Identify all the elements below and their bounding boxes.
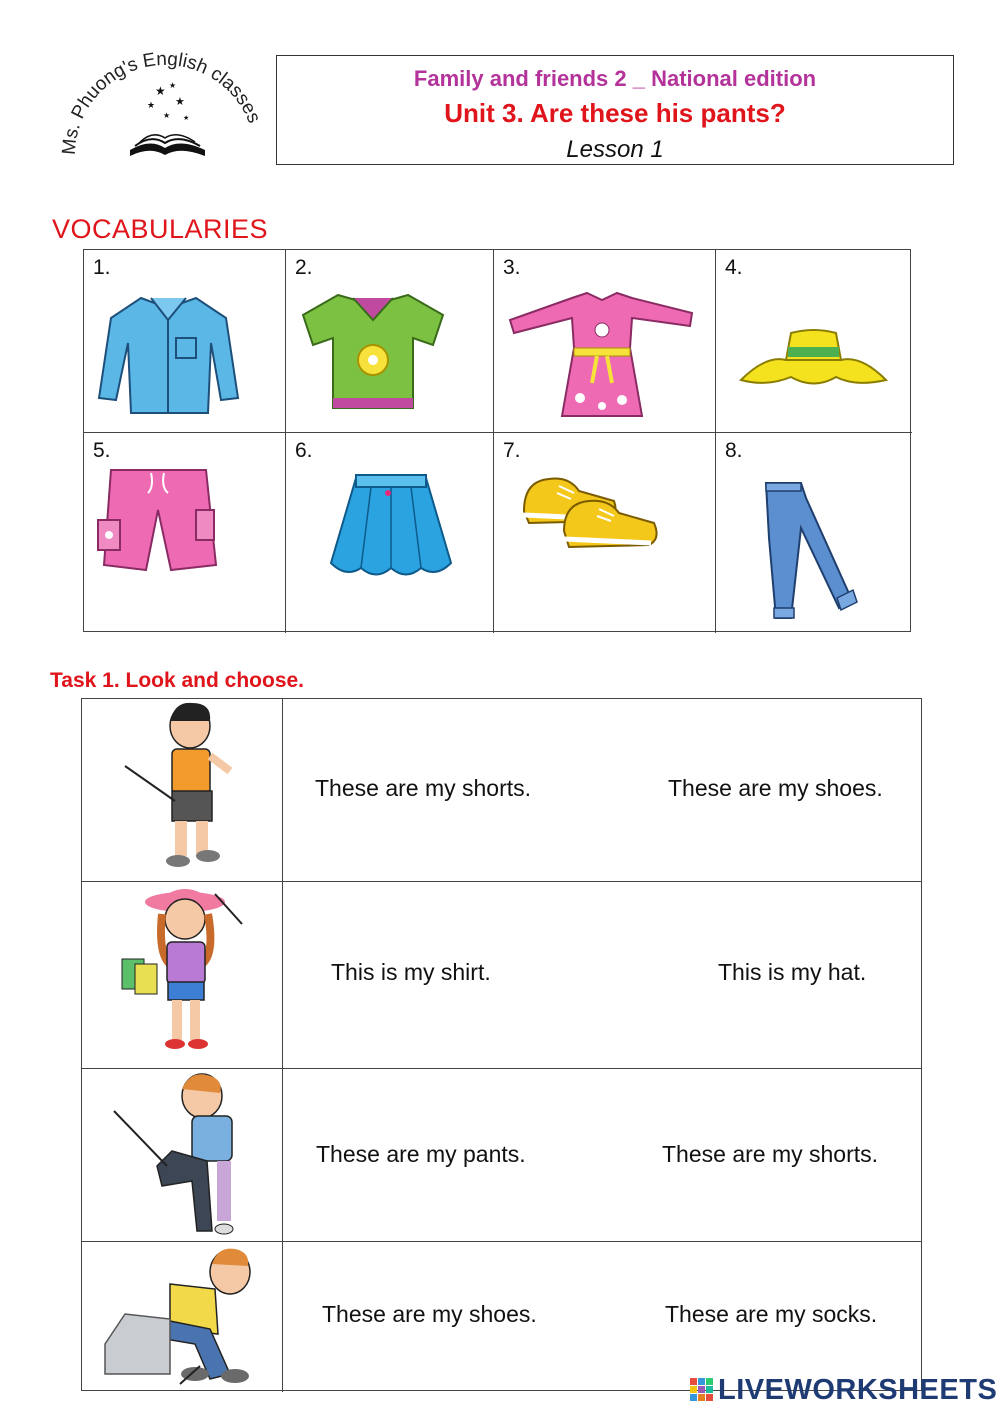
boy-pointing-shorts-icon xyxy=(120,701,250,879)
option-a[interactable]: These are my shoes. xyxy=(322,1301,537,1327)
task-row-picture xyxy=(82,1069,283,1241)
girl-pointing-hat-icon xyxy=(120,884,250,1064)
logo-arc-text: Ms. Phuong's English classes xyxy=(58,50,265,156)
svg-text:Ms. Phuong's English classes xyxy=(59,50,265,156)
svg-text:★: ★ xyxy=(183,115,190,122)
vocab-number: 8. xyxy=(725,439,743,462)
vocab-number: 5. xyxy=(93,439,111,462)
vocab-number: 7. xyxy=(503,439,521,462)
task-row-3 xyxy=(82,1069,921,1242)
pink-dress-icon xyxy=(502,288,702,423)
yellow-hat-icon xyxy=(736,325,891,395)
task-row-1 xyxy=(82,699,921,882)
boy-putting-on-pants-icon xyxy=(112,1071,252,1239)
boy-tying-shoes-icon xyxy=(100,1244,260,1390)
svg-text:★: ★ xyxy=(175,96,185,108)
vocab-number: 2. xyxy=(295,256,313,279)
svg-text:★: ★ xyxy=(147,100,156,110)
open-book-stars-icon xyxy=(130,81,205,156)
vocab-cell-6 xyxy=(286,433,494,633)
vocab-cell-1 xyxy=(84,250,286,433)
option-b[interactable]: These are my shorts. xyxy=(662,1141,879,1167)
vocab-cell-8 xyxy=(716,433,912,633)
task-row-picture xyxy=(82,882,283,1068)
unit-title: Unit 3. Are these his pants? xyxy=(444,98,786,128)
vocab-number: 6. xyxy=(295,439,313,462)
vocab-number: 1. xyxy=(93,256,111,279)
yellow-shoes-icon xyxy=(519,471,664,571)
blue-skirt-icon xyxy=(326,473,456,583)
pink-shorts-icon xyxy=(96,465,221,585)
task-row-2 xyxy=(82,882,921,1069)
header-box xyxy=(276,55,954,165)
task-row-picture xyxy=(82,699,283,881)
vocab-cell-4 xyxy=(716,250,912,433)
option-a[interactable]: These are my pants. xyxy=(316,1141,526,1167)
task-row-4 xyxy=(82,1242,921,1392)
book-title: Family and friends 2 _ National edition xyxy=(413,66,817,91)
school-logo xyxy=(55,50,270,165)
task-row-picture xyxy=(82,1242,283,1392)
vocab-cell-3 xyxy=(494,250,716,433)
option-a[interactable]: This is my shirt. xyxy=(331,959,491,985)
lesson-title: Lesson 1 xyxy=(566,136,664,163)
option-b[interactable]: These are my socks. xyxy=(665,1301,878,1327)
jeans-icon xyxy=(761,478,861,623)
option-a[interactable]: These are my shorts. xyxy=(315,775,532,801)
vocabulary-grid xyxy=(83,249,911,632)
vocab-cell-5 xyxy=(84,433,286,633)
blue-shirt-icon xyxy=(96,288,241,423)
svg-text:★: ★ xyxy=(163,111,171,120)
vocab-number: 3. xyxy=(503,256,521,279)
option-b[interactable]: This is my hat. xyxy=(718,959,867,985)
green-t-shirt-icon xyxy=(298,290,448,415)
vocab-cell-7 xyxy=(494,433,716,633)
task1-heading: Task 1. Look and choose. xyxy=(50,669,305,692)
vocab-number: 4. xyxy=(725,256,743,279)
svg-text:★: ★ xyxy=(169,81,177,90)
task1-table xyxy=(81,698,922,1391)
vocabulary-heading: VOCABULARIES xyxy=(52,214,269,244)
svg-text:★: ★ xyxy=(155,84,166,98)
watermark-text: LIVEWORKSHEETS xyxy=(718,1374,998,1406)
option-b[interactable]: These are my shoes. xyxy=(668,775,883,801)
liveworksheets-logo-icon xyxy=(690,1378,714,1402)
vocab-cell-2 xyxy=(286,250,494,433)
